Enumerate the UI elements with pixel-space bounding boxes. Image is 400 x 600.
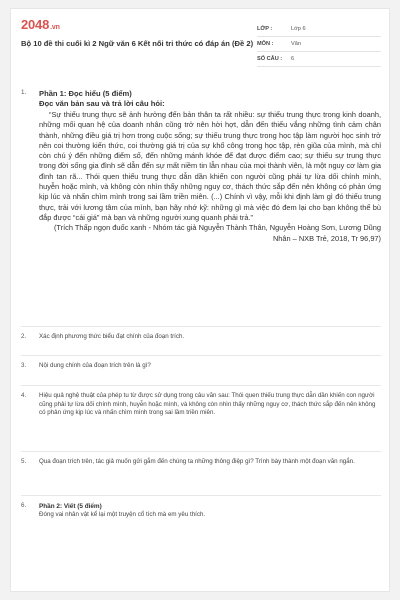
section-heading: Phần 2: Viết (5 điểm)	[39, 503, 102, 510]
meta-row-subject	[257, 37, 381, 52]
question-6	[21, 502, 381, 532]
site-logo[interactable]: 2048.vn	[21, 17, 60, 32]
document-header	[21, 17, 381, 73]
question-1	[21, 89, 381, 327]
meta-value: Lớp 6	[291, 26, 306, 32]
question-text: Xác định phương thức biểu đạt chính của đoạn trích.	[39, 333, 185, 340]
meta-row-grade	[257, 22, 381, 37]
question-number: 2.	[21, 333, 27, 340]
meta-key: MÔN :	[257, 41, 274, 47]
question-instruction: Đọc văn bản sau và trả lời câu hỏi:	[39, 99, 165, 108]
question-number: 6.	[21, 502, 27, 509]
question-text: Qua đoạn trích trên, tác giả muốn gửi gắm đến chúng ta những thông điệp gì? Trình bày thành một đoạn văn ngắn.	[39, 458, 355, 465]
question-text: Hiệu quả nghệ thuật của phép tu từ được sử dụng trong câu văn sau: Thói quen thiếu trung thực dẫn dần khiến con người cũng phải tự lừa dối chính mình, huyễn hoặc mình, và không còn nhìn thấy những nguy cơ, thách thức sắp đến nên không có phản ứng kịp lúc và nhấn chìm mình trong sai lầm triền miên.	[39, 392, 376, 417]
meta-table	[257, 22, 381, 67]
question-5	[21, 458, 381, 496]
passage-source: (Trích Thấp ngọn đuốc xanh - Nhóm tác giả Nguyễn Thành Thân, Nguyễn Hoàng Sơn, Lương Dũng Nhân – NXB Trẻ, 2018, Tr 96,97)	[53, 223, 381, 243]
question-text: Đóng vai nhân vật kể lại một truyện cổ tích mà em yêu thích.	[39, 511, 206, 518]
question-list	[21, 89, 381, 532]
question-4	[21, 392, 381, 452]
question-text: Nội dung chính của đoạn trích trên là gì?	[39, 362, 151, 369]
question-number: 1.	[21, 89, 27, 96]
meta-key: SỐ CÂU :	[257, 56, 283, 62]
meta-value: 6	[291, 56, 295, 62]
question-number: 4.	[21, 392, 27, 399]
question-number: 3.	[21, 362, 27, 369]
meta-row-count	[257, 52, 381, 67]
reading-passage: “Sự thiếu trung thực sẽ ảnh hưởng đến bản thân ta rất nhiều: sự thiếu trung thực trong kinh doanh, những mối quan hệ của doanh nhân cũng trở nên hời hợt, dẫn đến thiếu vắng những tình cảm chân thành, những điều giá trị hơn trong cuộc sống; sự thiếu trung thực trong học tập làm người học sinh trở nên coi thường kiến thức, coi thường giá trị của sự khổ công trong học tập, rèn giũa của mình, mà chỉ còn chú ý đến những điểm số, đến những mánh khóe để đạt được điểm cao; sự thiếu sự trung thực trong đời sống gia đình sẽ dẫn đến sự mất niềm tin lẫn nhau của mọi thành viên, là một nguy cơ làm gia đình tan rã... Thói quen thiếu trung thực dẫn dần khiến con người cũng phải tự lừa dối chính mình, huyễn hoặc mình, và không còn nhìn thấy những nguy cơ, thách thức sắp đến nên không có phản ứng kịp lúc và nhấn chìm mình trong sai lầm triền miên. (...) Chính vì vậy, mỗi khi định làm gì đó thiếu trung thực, trải với lương tâm của mình, bạn hãy nhớ kỹ: những gì mà việc đó đem lại cho bạn không thể bù đắp được “cái giá” mà bạn và những người xung quanh phải trả.”	[39, 110, 381, 222]
question-number: 5.	[21, 458, 27, 465]
page-title: Bộ 10 đề thi cuối kì 2 Ngữ văn 6 Kết nối tri thức có đáp án (Đề 2)	[21, 39, 254, 48]
section-heading: Phần 1: Đọc hiểu (5 điểm)	[39, 89, 132, 98]
meta-value: Văn	[291, 41, 301, 47]
question-2	[21, 333, 381, 356]
question-3	[21, 362, 381, 386]
document-page	[10, 8, 390, 592]
meta-key: LỚP :	[257, 26, 273, 32]
